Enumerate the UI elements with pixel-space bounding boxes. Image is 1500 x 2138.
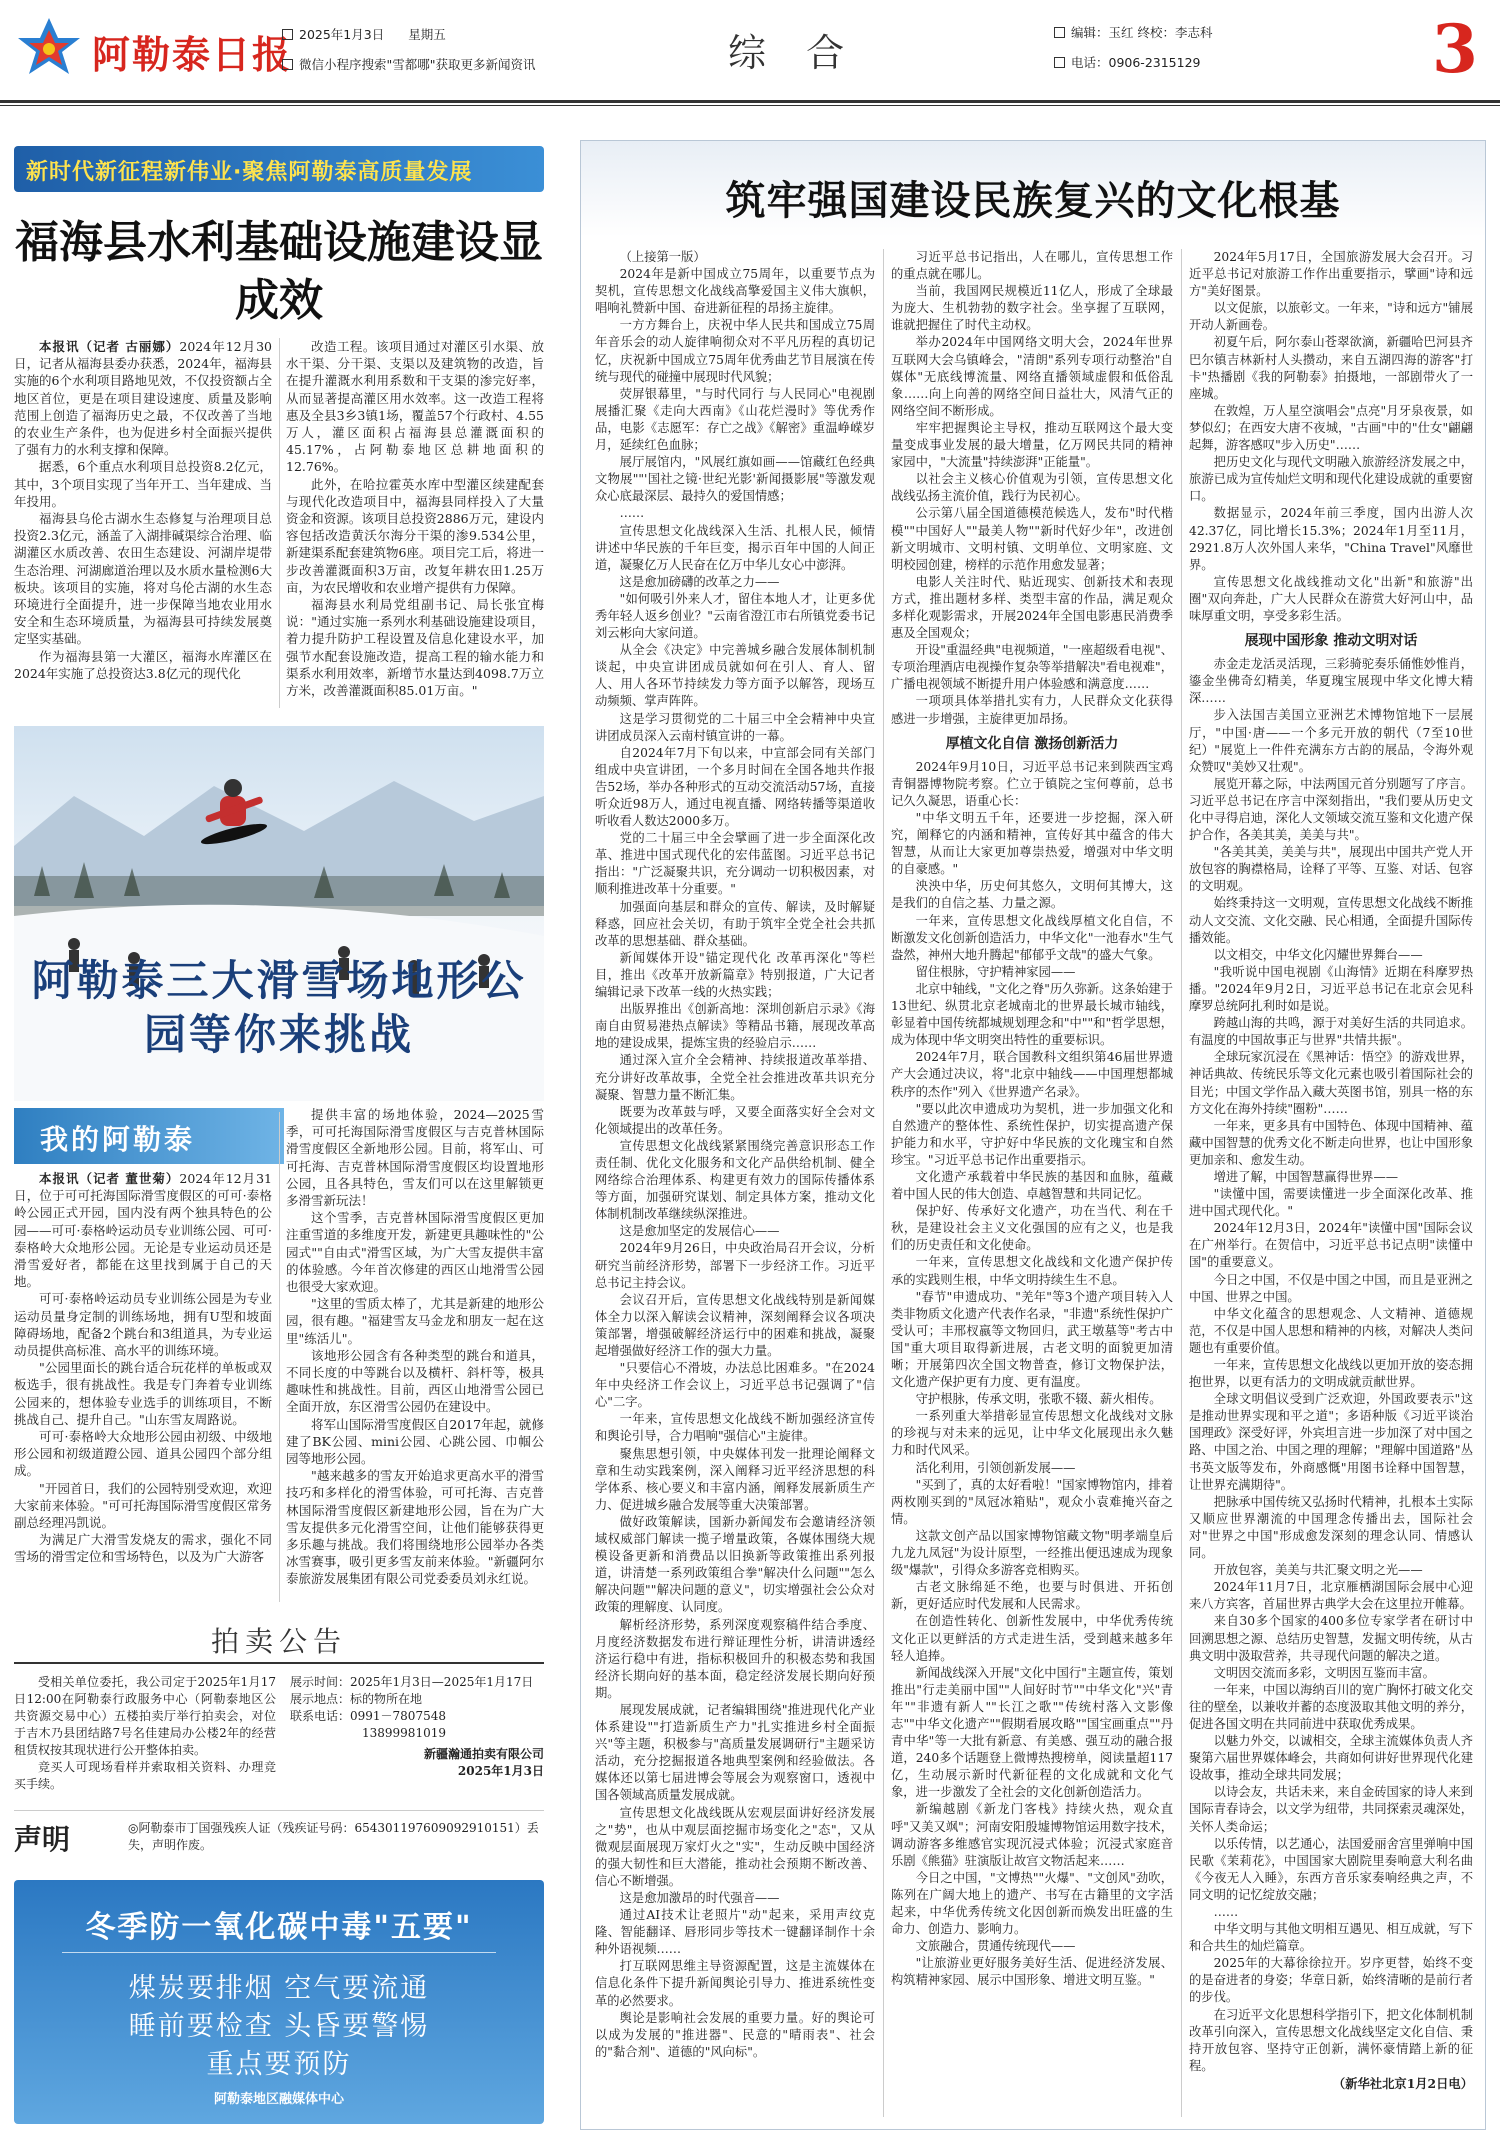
- paragraph: 提供丰富的场地体验，2024—2025雪季，可可托海国际滑雪度假区与吉克普林国际滑雪度假区全新地形公园。目前，将军山、可可托海、吉克普林国际滑雪度假区均设置地形公园，且各具特色，雪友们可以在这里解锁更多滑雪新玩法！: [286, 1107, 544, 1209]
- paragraph: 古老文脉绵延不绝，也要与时俱进、开拓创新，更好适应时代发展和人民需求。: [891, 1580, 1173, 1612]
- banner-text: 新时代新征程新伟业·聚焦阿勒泰高质量发展: [26, 160, 473, 185]
- paragraph: 开设"重温经典"电视频道，"一座超级看电视"、专项治理酒店电视操作复杂等举措解决"看电视难"，广播电视领域不断提升用户体验感和满意度……: [891, 643, 1173, 692]
- paragraph: 解析经济形势，系列深度观察稿件结合季度、月度经济数据发布进行辩证理性分析，讲清讲透经济运行稳中有进，指标积极回升的积极态势和我国经济长期向好的基本面，稳定经济发展长期向好预期。: [595, 1617, 875, 1700]
- co-poster-title: 冬季防一氧化碳中毒"五要": [85, 1910, 473, 1945]
- section-subhead: 展现中国形象 推动文明对话: [1244, 633, 1418, 650]
- auction-date: 2025年1月3日: [457, 1764, 544, 1778]
- newspaper-logo-icon: [14, 16, 84, 86]
- series-banner: [14, 146, 544, 192]
- column-divider: [279, 338, 280, 708]
- paragraph: 既要为改革鼓与呼，又要全面落实好全会对文化领域提出的改革任务。: [595, 1104, 875, 1136]
- paragraph: 牢牢把握舆论主导权，推动互联网这个最大变量变成事业发展的最大增量，亿万网民共同的精神家园中，"大流量"持续澎湃"正能量"。: [891, 420, 1173, 470]
- main-article-title: 筑牢强国建设民族复兴的文化根基: [725, 178, 1341, 224]
- paragraph: ……: [1213, 1905, 1239, 1919]
- paragraph: "公园里面长的跳台适合玩花样的单板或双板选手，很有挑战性。我是专门奔着专业训练公园来的，想体验专业选手的训练项目，不断挑战自己、提升自己。"山东雪友周路说。: [14, 1360, 272, 1427]
- checkbox-icon: [282, 59, 293, 70]
- paragraph: 可可·泰格岭大众地形公园由初级、中级地形公园和初级道蹬公园、道具公园四个部分组成。: [14, 1429, 272, 1479]
- issue-weekday: 星期五: [408, 27, 446, 42]
- paragraph: 活化利用，引领创新发展——: [915, 1460, 1076, 1475]
- column-divider: [279, 1112, 280, 1602]
- paragraph: 展览开幕之际，中法两国元首分别题写了序言。习近平总书记在序言中深刻指出，"我们要从历史文化中寻得启迪，深化人文领域交流互鉴和文化遗产保护合作，各美其美，美美与共"。: [1189, 776, 1473, 843]
- auction-body-text-2: 竞买人可现场看样并索取相关资料、办理竞买手续。: [14, 1760, 276, 1791]
- paragraph: "中华文明五千年，还要进一步挖掘，深入研究，阐释它的内涵和精神，宣传好其中蕴含的伟大智慧，从而让大家更加尊崇热爱，增强对中华文明的自豪感。": [891, 811, 1173, 877]
- co-safety-poster: [14, 1880, 544, 2124]
- paragraph: 电影人关注时代、贴近现实、创新技术和表现方式，推出题材多样、类型丰富的作品，满足观众多样化观影需求，开展2024年全国电影惠民消费季惠及全国观众；: [891, 574, 1173, 641]
- paragraph: 公示第八届全国道德模范候选人，发布"时代楷模""中国好人""最美人物""新时代好少年"，改进创新文明城市、文明村镇、文明单位、文明家庭、文明校园创建，榜样的示范作用愈发显著；: [891, 506, 1173, 572]
- paragraph: "越来越多的雪友开始追求更高水平的滑雪技巧和多样化的滑雪体验，可可托海、吉克普林国际滑雪度假区新建地形公园，旨在为广大雪友提供多元化滑雪空间，让他们能够获得更多乐趣与挑战。我们将围绕地形公园举办各类冰雪赛事，吸引更多雪友前来体验。"新疆阿尔泰旅游发展集团有限公司党委委员刘永红说。: [286, 1468, 544, 1587]
- paragraph: 以魅力外交，以诚相交，全球主流媒体负责人齐聚第六届世界媒体峰会，共商如何讲好世界现代化建设故事，推动全球共同发展；: [1189, 1734, 1473, 1783]
- paragraph: 宣传思想文化战线推动文化"出新"和旅游"出圈"双向奔赴，广大人民群众在游赏大好河山中，品味厚重文明，享受多彩生活。: [1189, 574, 1473, 623]
- paragraph: （上接第一版）: [619, 250, 706, 264]
- paragraph: "买到了，真的太好看啦！"国家博物馆内，排着两枚刚买到的"凤冠冰箱贴"，观众小袁难掩兴奋之情。: [891, 1477, 1173, 1526]
- paragraph: 通过深入宣介全会精神、持续报道改革举措、充分讲好改革故事，全党全社会推进改革共识充分凝聚、智慧力量不断汇集。: [595, 1053, 875, 1102]
- paragraph: 以乐传情，以艺通心，法国爱丽舍宫里弹响中国民歌《茉莉花》，中国国家大剧院里奏响意大利名曲《今夜无人入睡》，东西方音乐家奏响经典之声，不同文明的记忆绽放交融；: [1189, 1836, 1473, 1902]
- section-name: 综 合: [728, 31, 859, 75]
- article1-column-1: [14, 338, 272, 718]
- paragraph: "如何吸引外来人才，留住本地人才，让更多优秀年轻人返乡创业？"云南省澄江市右所镇党委书记刘云彬向大家问道。: [595, 591, 875, 641]
- paragraph: 本报讯（记者 董世菊）2024年12月31日，位于可可托海国际滑雪度假区的可可·泰格岭公园正式开园，国内没有两个独具特色的公园——可可·泰格岭运动员专业训练公园、可可·泰格岭大众地形公园。无论是专业运动员还是滑雪爱好者，都能在这里找到属于自己的天地。: [14, 1171, 272, 1290]
- paragraph: 2024年5月17日，全国旅游发展大会召开。习近平总书记对旅游工作作出重要指示，擘画"诗和远方"美好图景。: [1189, 250, 1473, 299]
- paragraph: 一年来，中国以海纳百川的宽广胸怀打破文化交往的壁垒，以兼收并蓄的态度汲取其他文明的养分，促进各国文明在共同前进中获取优秀成果。: [1189, 1682, 1473, 1731]
- paragraph: 以文相交，中华文化闪耀世界舞台——: [1213, 947, 1423, 962]
- auction-contact-2: 13899981019: [362, 1726, 446, 1740]
- paragraph: 此外，在哈拉霍英水库中型灌区续建配套与现代化改造项目中，福海县同样投入了大量资金和资源。该项目总投资2886万元，建设内容包括改造黄沃尔海分干渠的渗9.534公里，新建渠系配套建筑物6座。项目完工后，将进一步改善灌溉面积3万亩，改复年耕农田1.25万亩，为农民增收和农业增产提供有力保障。: [286, 476, 544, 595]
- masthead-rule-thin: [0, 105, 1500, 106]
- ski-headline: 阿勒泰三大滑雪场地形公园等你来挑战: [31, 956, 527, 1059]
- paragraph: 2024年9月26日，中央政治局召开会议，分析研究当前经济形势，部署下一步经济工作。习近平总书记主持会议。: [595, 1241, 875, 1290]
- paragraph: 福海县乌伦古湖水生态修复与治理项目总投资2.3亿元，涵盖了入湖排碱渠综合治理、临湖灌区水质改善、农田生态建设、河湖岸堤带生态治理、河湖廊道治理以及水质水量检测6大板块。该项目的实施，将对乌伦古湖的水生态环境进行全面提升，进一步保障当地农业用水安全和生态环境质量，为福海县可持续发展奠定坚实基础。: [14, 511, 272, 647]
- main-article-panel: [580, 140, 1486, 2130]
- auction-company: 新疆瀚通拍卖有限公司: [423, 1747, 544, 1761]
- paragraph: 文化遗产承载着中华民族的基因和血脉，蕴藏着中国人民的伟大创造、卓越智慧和共同记忆。: [891, 1169, 1173, 1202]
- co-poster-line: 重点要预防: [206, 2049, 352, 2080]
- auction-place: 展示地点：标的物所在地: [290, 1692, 423, 1706]
- paragraph: 自2024年7月下旬以来，中宣部会同有关部门组成中央宣讲团，一个多月时间在全国各地共作报告52场，举办各种形式的互动交流活动57场，直接听众近98万人，通过电视直播、网络转播等渠道收听收看人数达2000多万。: [595, 745, 875, 829]
- paragraph: 这是愈加激昂的时代强音——: [619, 1891, 780, 1905]
- auction-details: [290, 1674, 544, 1780]
- paragraph: 以诗会友，共话未来，来自金砖国家的诗人来到国际青春诗会，以文学为纽带，共同探索灵魂深处，关怀人类命运；: [1189, 1785, 1473, 1834]
- checkbox-icon: [1054, 57, 1065, 68]
- paragraph: 中华文明与其他文明相互遇见、相互成就，写下和合共生的灿烂篇章。: [1189, 1922, 1473, 1954]
- paragraph: 展厅展馆内，"风展红旗如画——馆藏红色经典文物展""'国社之镜·世纪光影'新闻摄影展"等激发观众心底最深层、最持久的爱国情感；: [595, 455, 875, 504]
- declaration-text: ◎阿勒泰市丁国强残疾人证（残疾证号码：654301197609092910151）丢失，声明作废。: [128, 1821, 539, 1852]
- paragraph: 做好政策解读，国新办新闻发布会邀请经济领域权威部门解读一揽子增量政策，各媒体围绕大规模设备更新和消费品以旧换新等政策推出系列报道，讲清楚一系列政策组合拳"解决什么问题""怎么解决问题""解决问题的意义"，切实增强社会公众对政策的理解度、认同度。: [595, 1514, 875, 1615]
- paragraph: 这个雪季，吉克普林国际滑雪度假区更加注重雪道的多维度开发，新建更具趣味性的"公园式""自由式"滑雪区域，为广大雪友提供丰富的体验感。今年首次修建的西区山地滑雪公园也很受大家欢迎。: [286, 1210, 544, 1295]
- paragraph: "这里的雪质太棒了，尤其是新建的地形公园，很有趣。"福建雪友马金龙和朋友一起在这里"练活儿"。: [286, 1296, 544, 1346]
- paragraph: "开园首日，我们的公园特别受欢迎，欢迎大家前来体验。"可可托海国际滑雪度假区常务副总经理冯凯说。: [14, 1480, 272, 1531]
- paragraph: 打互联网思维主导资源配置，这是主流媒体在信息化条件下提升新闻舆论引导力、推进系统性变革的必然要求。: [595, 1959, 875, 2008]
- paragraph: 一项项具体举措扎实有力，人民群众文化获得感进一步增强，主旋律更加昂扬。: [891, 694, 1173, 726]
- co-poster-line: 睡前要检查 头昏要警惕: [128, 2011, 430, 2042]
- paragraph: 始终秉持这一文明观，宣传思想文化战线不断推动人文交流、文化交融、民心相通，全面提升国际传播效能。: [1189, 896, 1473, 945]
- paragraph: 新编越剧《新龙门客栈》持续火热，观众直呼"又美又飒"；河南安阳殷墟博物馆运用数字技术，调动游客多维感官实现沉浸式体验；沉浸式家庭音乐剧《熊猫》驻演版让故宫文物活起来……: [891, 1802, 1173, 1868]
- paragraph: 一系列重大举措彰显宣传思想文化战线对文脉的珍视与对未来的远见，让中华文化展现出永久魅力和时代风采。: [891, 1409, 1173, 1458]
- paragraph: 保护好、传承好文化遗产，功在当代、利在千秋，是建设社会主义文化强国的应有之义，也是我们的历史责任和文化使命。: [891, 1204, 1173, 1253]
- paragraph: 这是学习贯彻党的二十届三中全会精神中央宣讲团成员深入云南村镇宣讲的一幕。: [595, 711, 875, 743]
- auction-rule: [14, 1662, 544, 1664]
- paragraph: "读懂中国，需要读懂进一步全面深化改革、推进中国式现代化。": [1189, 1187, 1473, 1219]
- paragraph: 通过AI技术让老照片"动"起来，采用声纹克隆、智能翻译、唇形同步等技术一键翻译制作十余种外语视频……: [595, 1908, 875, 1957]
- masthead-rule: [0, 100, 1500, 103]
- paragraph: 会议召开后，宣传思想文化战线特别是新闻媒体全力以深入解读会议精神，深刻阐释会议各项决策部署，增强破解经济运行中的困难和挑战，凝聚起增强做好经济工作的强大力量。: [595, 1292, 875, 1358]
- paragraph: "只要信心不滑坡，办法总比困难多。"在2024年中央经济工作会议上，习近平总书记强调了"信心"二字。: [595, 1361, 875, 1410]
- paragraph: 2024年9月10日，习近平总书记来到陕西宝鸡青铜器博物院考察。伫立于镇院之宝何尊前，总书记久久凝思，语重心长：: [891, 759, 1173, 808]
- paragraph: "我听说中国电视剧《山海情》近期在科摩罗热播。"2024年9月2日，习近平总书记在北京会见科摩罗总统阿扎利时如是说。: [1189, 964, 1473, 1014]
- main-column-2: [891, 249, 1173, 2121]
- paragraph: 宣传思想文化战线深入生活、扎根人民，倾情讲述中华民族的千年巨变，揭示百年中国的人间正道，凝聚亿万人民奋在亿万中华儿女心中澎湃。: [595, 523, 875, 572]
- paragraph: 今日之中国，"文博热""火爆"、"文创风"劲吹，陈列在广阔大地上的遗产、书写在古籍里的文字活起来，中华优秀传统文化因创新而焕发出旺盛的生命力、创造力、影响力。: [891, 1870, 1173, 1937]
- paragraph: 荧屏银幕里，"与时代同行 与人民同心"电视剧展播汇聚《走向大西南》《山花烂漫时》等优秀作品，电影《志愿军：存亡之战》《解密》重温峥嵘岁月，延续红色血脉；: [595, 386, 875, 453]
- paragraph: 一年来，宣传思想文化战线不断加强经济宣传和舆论引导，合力唱响"强信心"主旋律。: [595, 1412, 875, 1444]
- paragraph: 一年来，宣传思想文化战线以更加开放的姿态拥抱世界，以更有活力的文明成就贡献世界。: [1189, 1358, 1473, 1390]
- paragraph: 为满足广大滑雪发烧友的需求，强化不同雪场的滑雪定位和雪场特色，以及为广大游客: [14, 1532, 272, 1565]
- wechat-line: 微信小程序搜索"雪都哪"获取更多新闻资讯: [299, 57, 536, 72]
- paragraph: 党的二十届三中全会擘画了进一步全面深化改革、推进中国式现代化的宏伟蓝图。习近平总书记指出："广泛凝聚共识，充分调动一切积极因素，对顺利推进改革十分重要。": [595, 831, 875, 897]
- declaration-label: 声明: [14, 1823, 71, 1856]
- paragraph: 泱泱中华，历史何其悠久，文明何其博大，这是我们的自信之基、力量之源。: [891, 879, 1173, 911]
- column-label-box: [14, 1108, 284, 1164]
- auction-body: [14, 1674, 276, 1793]
- paragraph: 宣传思想文化战线紧紧围绕完善意识形态工作责任制、优化文化服务和文化产品供给机制、健全网络综合治理体系、构建更有效力的国际传播体系等方面，加强研究谋划、制定具体方案，推动文化体制机制改革继续纵深推进。: [595, 1138, 875, 1222]
- paragraph: 一年来，宣传思想文化战线厚植文化自信，不断激发文化创新创造活力，中华文化"一池春水"生气盎然，神州大地升腾起"郁郁乎文哉"的盛大气象。: [891, 913, 1173, 962]
- section-subhead: 厚植文化自信 激扬创新活力: [945, 735, 1119, 752]
- paragraph: 将军山国际滑雪度假区自2017年起，就修建了BK公园、mini公园、心跳公园、巾帼公园等地形公园。: [286, 1416, 544, 1467]
- paragraph: 跨越山海的共鸣，源于对美好生活的共同追求。有温度的中国故事正与世界"共情共振"。: [1189, 1016, 1473, 1048]
- paragraph: 在创造性转化、创新性发展中，中华优秀传统文化正以更鲜活的方式走进生活，受到越来越多年轻人追捧。: [891, 1614, 1173, 1663]
- paragraph: 守护根脉，传承文明，张歌不辍、薪火相传。: [915, 1392, 1162, 1407]
- article-credit: （新华社北京1月2日电）: [1332, 2075, 1473, 2091]
- main-column-3: [1189, 249, 1473, 2121]
- co-poster-line: 煤炭要排烟 空气要流通: [128, 1973, 430, 2004]
- paragraph: 新闻战线深入开展"文化中国行"主题宣传，策划推出"行走美丽中国""人间好时节""中华文化"兴"青年""非遗有新人""长江之歌""传统村落入文影像志""中华文化遗产""假期看展攻略""国宝画重点""丹青中华"等一大批有新意、有美感、强互动的融合报道，240多个话题登上微博热搜榜单，阅读量超117亿，生动展示新时代新征程的文化成就和文化气象，进一步激发了全社会的文化创新创造活力。: [891, 1665, 1173, 1800]
- paragraph: 出版界推出《创新高地：深圳创新启示录》《海南自由贸易港热点解读》等精品书籍，展现改革高地的建设成果，提炼宝贵的经验启示……: [595, 1002, 875, 1051]
- paragraph: 开放包容，美美与共汇聚文明之光——: [1213, 1563, 1423, 1578]
- paragraph: 这是愈加坚定的发展信心——: [619, 1224, 780, 1239]
- paragraph: 一年来，宣传思想文化战线和文化遗产保护传承的实践则生根，中华文明持续生生不息。: [891, 1255, 1173, 1287]
- column-divider: [883, 249, 884, 2117]
- paragraph: 赤金走龙活灵活现，三彩骑驼奏乐俑惟妙惟肖，鎏金坐佛奇幻精美，华夏瑰宝展现中华文化博大精深……: [1189, 657, 1473, 706]
- article2-column-1: [14, 1170, 272, 1610]
- paragraph: 把脉承中国传统又弘扬时代精神，扎根本土实际又顺应世界潮流的中国理念传播出去，国际社会对"世界之中国"形成愈发深刻的理念认同、情感认同。: [1189, 1494, 1473, 1561]
- paragraph: 2025年的大幕徐徐拉开。岁序更替，始终不变的是奋进者的身姿；华章日新，始终清晰的是前行者的步伐。: [1189, 1956, 1473, 2005]
- paragraph: "各美其美，美美与共"，展现出中国共产党人开放包容的胸襟格局，诠释了平等、互鉴、对话、包容的文明观。: [1189, 845, 1473, 894]
- newspaper-name: 阿勒泰日报: [92, 33, 293, 77]
- paragraph: 把历史文化与现代文明融入旅游经济发展之中，旅游已成为宣传灿烂文明和现代化建设成就的重要窗口。: [1189, 455, 1473, 504]
- paragraph: 聚焦思想引领，中央媒体刊发一批理论阐释文章和生动实践案例，深入阐释习近平经济思想的科学体系、核心要义和丰富内涵，阐释发展新质生产力、促进城乡融合发展等重大决策部署。: [595, 1446, 875, 1512]
- paragraph: 2024年12月3日，2024年"读懂中国"国际会议在广州举行。在贺信中，习近平总书记点明"读懂中国"的重要意义。: [1189, 1221, 1473, 1270]
- article2-column-2: [286, 1106, 544, 1612]
- paragraph: 2024年7月，联合国教科文组织第46届世界遗产大会通过决议，将"北京中轴线——中国理想都城秩序的杰作"列入《世界遗产名录》。: [891, 1050, 1173, 1099]
- paragraph: 来自30多个国家的400多位专家学者在研讨中回溯思想之源、总结历史智慧，发掘文明传统，从古典文明中汲取营养，共寻现代问题的解决之道。: [1189, 1614, 1473, 1663]
- auction-time: 展示时间：2025年1月3日—2025年1月17日: [290, 1675, 534, 1689]
- paragraph: 全球玩家沉浸在《黑神话：悟空》的游戏世界，神话典故、传统民乐等文化元素也吸引着国际社会的目光；中国文学作品入藏大英图书馆，别具一格的东方文化在海外持续"圈粉"……: [1189, 1050, 1473, 1116]
- paragraph: 文明因交流而多彩，文明因互鉴而丰富。: [1213, 1665, 1435, 1680]
- paragraph: 增进了解，中国智慧赢得世界——: [1213, 1169, 1399, 1184]
- paragraph: 这是愈加磅礴的改革之力——: [619, 574, 780, 589]
- paragraph: "春节"申遗成功、"羌年"等3个遗产项目转入人类非物质文化遗产代表作名录，"非遗"系统性保护广受认可；丰邢杈嬴等文物回归，武王墩墓等"考古中国"重大项目取得新进展，古老文明的面貌更加清晰；开展第四次全国文物普查，修订文物保护法，文化遗产保护更有力度、更有温度。: [891, 1289, 1173, 1390]
- paragraph: 本报讯（记者 古丽娜）2024年12月30日，记者从福海县委办获悉，2024年，福海县实施的6个水利项目路地见效，不仅投资额占全地区首位，更是在项目建设速度、质量及影响范围上创造了福海历史之最，不仅改善了当地的农业生产条件，也为促进乡村全面振兴提供了强有力的水利支撑和保障。: [14, 339, 272, 458]
- masthead: [0, 0, 1500, 100]
- reporter-byline: 本报讯（记者 董世菊）: [39, 1171, 180, 1186]
- paragraph: 一年来，更多具有中国特色、体现中国精神、蕴藏中国智慧的优秀文化不断走向世界，也让中国形象更加亲和、愈发生动。: [1189, 1118, 1473, 1167]
- paragraph: 从全会《决定》中完善城乡融合发展体制机制谈起，中央宣讲团成员就如何在引人、育人、留人、用人各环节持续发力等方面予以解答，现场互动频频、掌声阵阵。: [595, 643, 875, 709]
- paragraph: 习近平总书记指出，人在哪儿，宣传思想工作的重点就在哪儿。: [891, 250, 1173, 282]
- paragraph: 一方方舞台上，庆祝中华人民共和国成立75周年音乐会的动人旋律响彻众对不平凡历程的真切记忆，庆祝新中国成立75周年优秀曲艺节目展演在传统与现代的碰撞中展现时代风貌；: [595, 318, 875, 384]
- paragraph: "要以此次申遗成功为契机，进一步加强文化和自然遗产的整体性、系统性保护，切实提高遗产保护能力和水平，守护好中华民族的文化瑰宝和自然珍宝。"习近平总书记作出重要指示。: [891, 1101, 1173, 1167]
- paragraph: 今日之中国，不仅是中国之中国，而且是亚洲之中国、世界之中国。: [1189, 1272, 1473, 1304]
- paragraph: 作为福海县第一大灌区，福海水库灌区在2024年实施了总投资达3.8亿元的现代化: [14, 648, 272, 681]
- article1-headline: 福海县水利基础设施建设显成效: [15, 217, 543, 326]
- article1-column-2: [286, 338, 544, 718]
- paragraph: ……: [619, 506, 645, 521]
- paragraph: 福海县水利局党组副书记、局长张宜梅说："通过实施一系列水利基础设施建设项目，着力提升防护工程设置及信息化建设水平，加强节水配套设施改造，提高工程的输水能力和渠系水利用效率，新增节水量达到4098.7万立方米，改善灌溉面积85.01万亩。": [286, 597, 544, 699]
- auction-title: 拍卖公告: [210, 1625, 347, 1658]
- auction-contact: 联系电话：0991－7807548: [290, 1709, 446, 1723]
- paragraph: 可可·泰格岭运动员专业训练公园是为专业运动员量身定制的训练场地，拥有U型和坡面障碍场地，配备2个跳台和3组道具，为专业运动员提供高标准、高水平的训练环境。: [14, 1291, 272, 1359]
- paragraph: 在习近平文化思想科学指引下，把文化体制机制改革引向深入，宣传思想文化战线坚定文化自信、秉持开放包容、坚持守正创新，满怀豪情踏上新的征程。: [1189, 2007, 1473, 2073]
- page-number: 3: [1432, 10, 1478, 88]
- phone: 电话：0906-2315129: [1071, 55, 1201, 70]
- paragraph: 全球文明倡议受到广泛欢迎，外国政要表示"这是推动世界实现和平之道"；多语种版《习近平谈治国理政》深受好评，外宾坦言进一步加深了对中国之路、中国之治、中国之理的理解；"理解中国道路"丛书英文版等发布，外商感慨"用图书诠释中国智慧，让世界充满期待"。: [1189, 1392, 1473, 1492]
- paragraph: 展现发展成就，记者编辑围绕"推进现代化产业体系建设""打造新质生产力"扎实推进乡村全面振兴"等主题，积极参与"高质量发展调研行"主题采访活动，充分挖掘报道各地典型案例和经验做法。各媒体还以第七届进博会等展会为观察窗口，透视中国各领域高质量发展成就。: [595, 1702, 875, 1803]
- editors: 编辑：玉红 终校：李志科: [1071, 25, 1213, 40]
- paragraph: 加强面向基层和群众的宣传、解读，及时解疑释惑，回应社会关切，有助于筑牢全党全社会共抓改革的思想基础、群众基础。: [595, 899, 875, 948]
- checkbox-icon: [1054, 27, 1065, 38]
- co-poster-rule: [62, 1952, 496, 1953]
- editor-info: [1054, 18, 1212, 78]
- paragraph: 文旅融合，贯通传统现代——: [915, 1939, 1076, 1954]
- paragraph: 在敦煌，万人星空演唱会"点亮"月牙泉夜景，如梦似幻；在西安大唐不夜城，"古画"中的"仕女"翩翩起舞，游客感叹"步入历史"……: [1189, 403, 1473, 453]
- issue-date: 2025年1月3日: [299, 27, 385, 42]
- paragraph: 以文促旅，以旅彰文。一年来，"诗和远方"铺展开动人新画卷。: [1189, 301, 1473, 333]
- issue-info: [282, 20, 536, 80]
- paragraph: "让旅游业更好服务美好生活、促进经济发展、构筑精神家园、展示中国形象、增进文明互鉴。": [891, 1956, 1173, 1988]
- reporter-byline: 本报讯（记者 古丽娜）: [39, 339, 180, 354]
- paragraph: 2024年是新中国成立75周年，以重要节点为契机，宣传思想文化战线高擎爱国主义伟大旗帜，唱响礼赞新中国、奋进新征程的昂扬主旋律。: [595, 267, 875, 316]
- paragraph: 初夏午后，阿尔泰山苍翠欲滴，新疆哈巴河县齐巴尔镇吉林新村人头攒动，来自五湖四海的游客"打卡"热播剧《我的阿勒泰》拍摄地，一部剧带火了一座城。: [1189, 335, 1473, 401]
- column-label: 我的阿勒泰: [40, 1123, 196, 1156]
- paragraph: 北京中轴线，"文化之脊"历久弥新。这条始建于13世纪、纵贯北京老城南北的世界最长城市轴线，彰显着中国传统都城规划理念和"中""和"哲学思想，成为体现中华文明突出特性的重要标识。: [891, 981, 1173, 1048]
- paragraph: 当前，我国网民规模近11亿人，形成了全球最为庞大、生机勃勃的数字社会。坐享握了互联网，谁就把握住了时代主动权。: [891, 284, 1173, 333]
- paragraph: 据悉，6个重点水利项目总投资8.2亿元，其中，3个项目实现了当年开工、当年建成、当年投用。: [14, 459, 272, 509]
- paragraph: 中华文化蕴含的思想观念、人文精神、道德规范，不仅是中国人思想和精神的内核，对解决人类问题也有重要价值。: [1189, 1306, 1473, 1355]
- paragraph: 舆论是影响社会发展的重要力量。好的舆论可以成为发展的"推进器"、民意的"晴雨表"、社会的"黏合剂"、道德的"风向标"。: [595, 2010, 875, 2059]
- column-divider: [1181, 249, 1182, 2117]
- paragraph: 2024年11月7日，北京雁栖湖国际会展中心迎来八方宾客，首届世界古典学大会在这里拉开帷幕。: [1189, 1580, 1473, 1612]
- paragraph: 该地形公园含有各种类型的跳台和道具，不同长度的中等跳台以及横杆、斜杆等，极具趣味性和挑战性。目前，西区山地滑雪公园已全面开放，东区滑雪公园仍在建设中。: [286, 1347, 544, 1415]
- checkbox-icon: [282, 29, 293, 40]
- declaration-rule: [14, 1810, 544, 1811]
- paragraph: 举办2024年中国网络文明大会，2024年世界互联网大会乌镇峰会，"清朗"系列专项行动整治"自媒体"无底线博流量、网络直播领域虚假和低俗乱象……向上向善的网络空间日益壮大，风清气正的网络空间不断形成。: [891, 335, 1173, 418]
- main-column-1: [595, 249, 875, 2121]
- paragraph: 宣传思想文化战线既从宏观层面讲好经济发展之"势"，也从中观层面挖掘市场变化之"态"，又从微观层面展现万家灯火之"实"，生动反映中国经济的强大韧性和巨大潜能，推动社会预期不断改善、信心不断增强。: [595, 1805, 875, 1888]
- paragraph: 步入法国吉美国立亚洲艺术博物馆地下一层展厅，"中国·唐——一个多元开放的朝代（7至10世纪）"展览上一件件充满东方古韵的展品，令海外观众赞叹"美妙又壮观"。: [1189, 708, 1473, 774]
- paragraph: 这款文创产品以国家博物馆藏文物"明孝端皇后九龙九凤冠"为设计原型，一经推出便迅速成为现象级"爆款"，引得众多游客竞相购买。: [891, 1528, 1173, 1578]
- paragraph: 改造工程。该项目通过对灌区引水渠、放水干渠、分干渠、支渠以及建筑物的改造，旨在提升灌溉水利用系数和干支渠的渗完好率，从而显著提高灌区用水效率。这一改造工程将惠及全县3乡3镇1场，覆盖57个行政村、4.55万人，灌区面积占福海县总灌溉面积的45.17%，占阿勒泰地区总耕地面积的12.76%。: [286, 339, 544, 475]
- co-poster-issuer: 阿勒泰地区融媒体中心: [213, 2092, 344, 2107]
- paragraph: 新闻媒体开设"锚定现代化 改革再深化"等栏目，推出《改革开放新篇章》特别报道，广大记者编辑记录下改革一线的火热实践；: [595, 950, 875, 1000]
- paragraph: 留住根脉，守护精神家园——: [915, 964, 1076, 979]
- paragraph: 数据显示，2024年前三季度，国内出游人次42.37亿，同比增长15.3%；2024年1月至11月，2921.8万人次外国人来华，"China Travel"风靡世界。: [1189, 506, 1473, 572]
- auction-body-text: 受相关单位委托，我公司定于2025年1月17日12:00在阿勒泰行政服务中心（阿勒泰地区公共资源交易中心）五楼拍卖厅举行拍卖会，对位于吉木乃县团结路7号名佳建局办公楼2年的经营租赁权按其现状进行公开整体拍卖。: [14, 1675, 276, 1757]
- paragraph: 以社会主义核心价值观为引领，宣传思想文化战线弘扬主流价值，践行为民初心。: [891, 472, 1173, 504]
